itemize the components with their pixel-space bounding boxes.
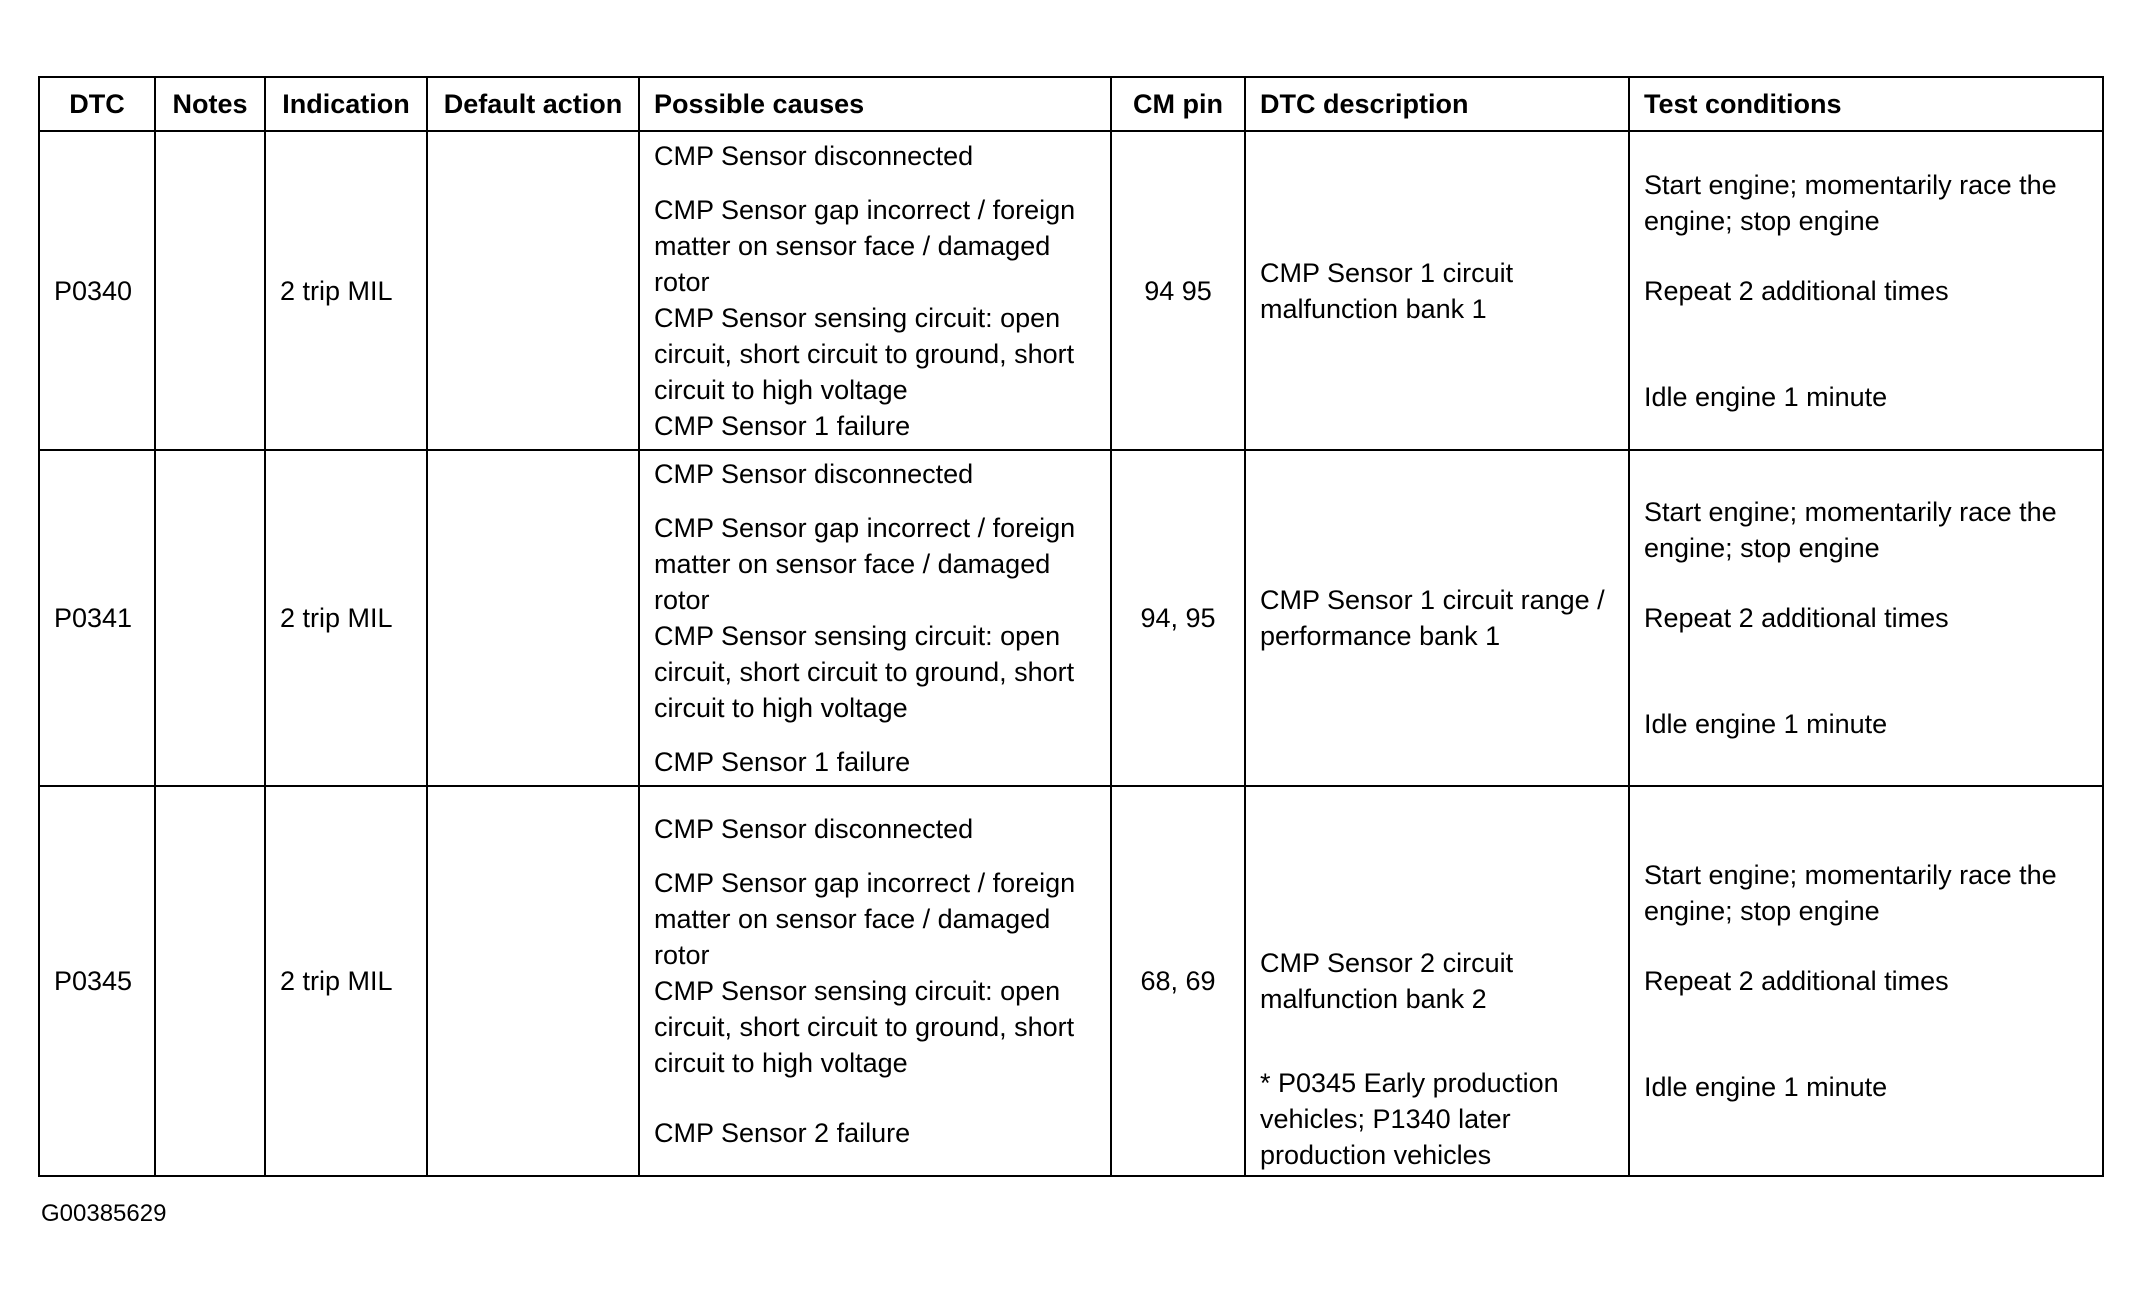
test-step: Idle engine 1 minute — [1644, 381, 1888, 412]
cause-item: CMP Sensor 1 failure — [654, 410, 911, 441]
notes-cell — [155, 131, 265, 450]
production-note: * P0345 Early production vehicles; P1340 later production vehicles — [1260, 1068, 1559, 1170]
dtc-code: P0340 — [39, 131, 155, 450]
default-action-cell — [427, 450, 639, 786]
cause-item: CMP Sensor disconnected — [654, 459, 974, 489]
cause-item: CMP Sensor gap incorrect / foreign matter on sensor face / damaged rotor — [654, 868, 1076, 970]
cause-item: CMP Sensor gap incorrect / foreign matter on sensor face / damaged rotor — [654, 513, 1076, 615]
cause-item: CMP Sensor sensing circuit: open circuit, short circuit to ground, short circuit to high voltage — [654, 621, 1075, 723]
dtc-table — [38, 76, 2104, 1177]
header-cm-pin: CM pin — [1111, 77, 1245, 131]
cause-item: CMP Sensor sensing circuit: open circuit, short circuit to ground, short circuit to high voltage — [654, 976, 1075, 1078]
notes-cell — [155, 450, 265, 786]
dtc-description-cell: CMP Sensor 1 circuit range / performance bank 1 — [1245, 450, 1629, 786]
test-step: Repeat 2 additional times — [1644, 966, 1949, 996]
table-row — [39, 450, 2103, 786]
indication-cell: 2 trip MIL — [265, 131, 427, 450]
test-step: Idle engine 1 minute — [1644, 1072, 1888, 1102]
indication-cell: 2 trip MIL — [265, 450, 427, 786]
notes-cell — [155, 786, 265, 1176]
table-row — [39, 786, 2103, 1176]
cm-pin-cell: 94, 95 — [1111, 450, 1245, 786]
possible-causes-cell — [639, 131, 1111, 450]
test-step: Start engine; momentarily race the engine; stop engine — [1644, 169, 2057, 236]
test-step: Start engine; momentarily race the engine; stop engine — [1644, 497, 2057, 563]
header-dtc-description: DTC description — [1245, 77, 1629, 131]
default-action-cell — [427, 786, 639, 1176]
test-conditions-cell — [1629, 131, 2103, 450]
figure-id: G00385629 — [41, 1200, 167, 1227]
default-action-cell — [427, 131, 639, 450]
dtc-code: P0341 — [39, 450, 155, 786]
cause-item: CMP Sensor sensing circuit: open circuit, short circuit to ground, short circuit to high voltage — [654, 302, 1075, 405]
indication-cell: 2 trip MIL — [265, 786, 427, 1176]
possible-causes-cell — [639, 786, 1111, 1176]
header-indication: Indication — [265, 77, 427, 131]
header-dtc: DTC — [39, 77, 155, 131]
test-conditions-cell — [1629, 450, 2103, 786]
cm-pin-cell: 94 95 — [1111, 131, 1245, 450]
test-step: Repeat 2 additional times — [1644, 275, 1949, 306]
header-test-conditions: Test conditions — [1629, 77, 2103, 131]
dtc-description-cell: CMP Sensor 1 circuit malfunction bank 1 — [1245, 131, 1629, 450]
test-step: Idle engine 1 minute — [1644, 709, 1888, 739]
cause-item: CMP Sensor disconnected — [654, 814, 974, 844]
header-default-action: Default action — [427, 77, 639, 131]
cause-item: CMP Sensor disconnected — [654, 140, 974, 171]
dtc-code: P0345 — [39, 786, 155, 1176]
test-conditions-cell — [1629, 786, 2103, 1176]
possible-causes-cell — [639, 450, 1111, 786]
header-notes: Notes — [155, 77, 265, 131]
test-step: Start engine; momentarily race the engine; stop engine — [1644, 860, 2057, 926]
dtc-description-text: CMP Sensor 2 circuit malfunction bank 2 — [1260, 948, 1514, 1014]
table-row — [39, 131, 2103, 450]
cause-item: CMP Sensor 2 failure — [654, 1118, 911, 1148]
dtc-description-cell — [1245, 786, 1629, 1176]
header-row — [39, 77, 2103, 131]
cm-pin-cell: 68, 69 — [1111, 786, 1245, 1176]
test-step: Repeat 2 additional times — [1644, 603, 1949, 633]
cause-item: CMP Sensor 1 failure — [654, 747, 911, 777]
header-possible-causes: Possible causes — [639, 77, 1111, 131]
cause-item: CMP Sensor gap incorrect / foreign matter on sensor face / damaged rotor — [654, 194, 1076, 297]
